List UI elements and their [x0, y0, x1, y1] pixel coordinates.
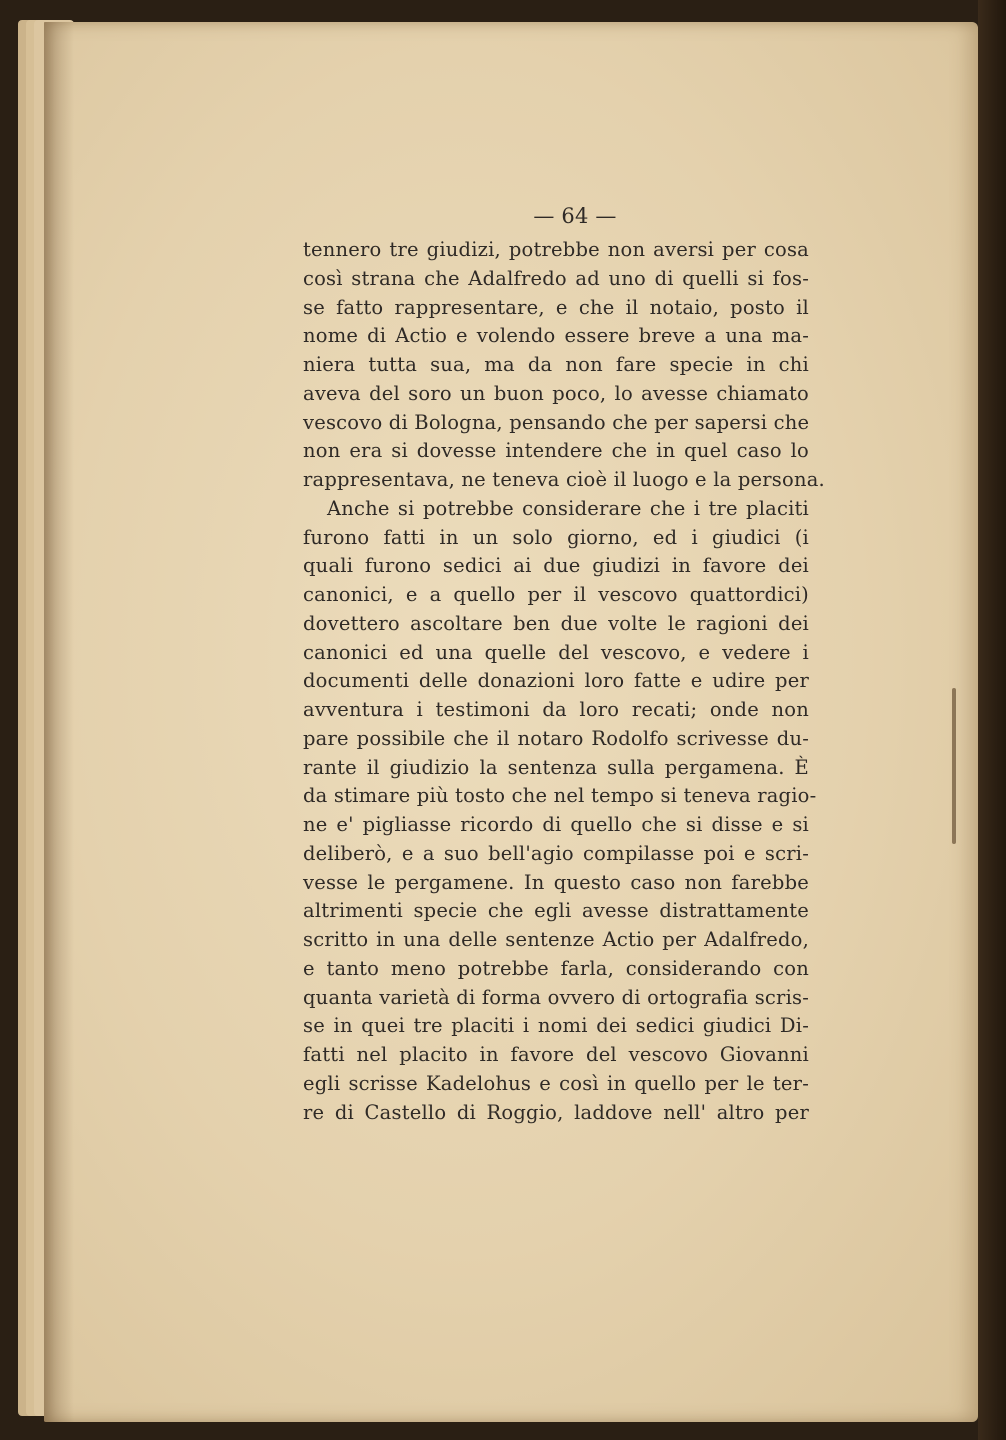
text-line: vesse le pergamene. In questo caso non farebbe [303, 870, 809, 894]
text-line: rappresentava, ne teneva cioè il luogo e la persona. [303, 468, 825, 491]
text-line: canonici ed una quelle del vescovo, e vedere i [303, 640, 809, 664]
text-line: deliberò, e a suo bell'agio compilasse poi e scri- [303, 841, 809, 865]
text-line: tennero tre giudizi, potrebbe non aversi per cosa [303, 238, 809, 261]
text-line: pare possibile che il notaro Rodolfo scrivesse du- [303, 726, 809, 750]
text-line: ne e' pigliasse ricordo di quello che si disse e si [303, 813, 809, 836]
text-line: egli scrisse Kadelohus e così in quello per le ter- [303, 1071, 809, 1095]
text-line: documenti delle donazioni loro fatte e udire per [303, 669, 809, 693]
text-line: fatti nel placito in favore del vescovo Giovanni [303, 1043, 809, 1066]
text-line: e tanto meno potrebbe farla, considerando con [303, 956, 809, 980]
text-line: aveva del soro un buon poco, lo avesse chiamato [303, 381, 809, 405]
text-line: se in quei tre placiti i nomi dei sedici giudici Di- [303, 1014, 809, 1038]
text-line: scritto in una delle sentenze Actio per Adalfredo, [303, 928, 809, 951]
text-line: quali furono sedici ai due giudizi in favore dei [303, 554, 809, 578]
text-line: dovettero ascoltare ben due volte le ragioni dei [303, 611, 809, 635]
text-line: altrimenti specie che egli avesse distrattamente [303, 899, 809, 923]
text-line: da stimare più tosto che nel tempo si teneva ragio- [303, 784, 817, 808]
text-line: avventura i testimoni da loro recati; onde non [303, 698, 809, 721]
text-line: non era si dovesse intendere che in quel caso lo [303, 439, 809, 463]
text-line: nome di Actio e volendo essere breve a una ma- [303, 324, 809, 348]
text-line: niera tutta sua, ma da non fare specie in chi [303, 353, 809, 376]
scan-background [978, 0, 1006, 1440]
page-number: — 64 — [533, 204, 617, 228]
text-line: così strana che Adalfredo ad uno di quelli si fos- [303, 266, 809, 290]
text-line: quanta varietà di forma ovvero di ortografia scris- [303, 985, 809, 1009]
text-line: re di Castello di Roggio, laddove nell' altro per [303, 1100, 809, 1124]
text-line: furono fatti in un solo giorno, ed i giudici (i [303, 525, 809, 549]
gutter-shadow [44, 22, 74, 1422]
page-text [303, 196, 825, 1127]
text-line: rante il giudizio la sentenza sulla pergamena. È [303, 755, 809, 779]
text-line: vescovo di Bologna, pensando che per sapersi che [303, 410, 810, 434]
page-edge-mark [952, 688, 956, 844]
text-line: se fatto rappresentare, e che il notaio, posto il [303, 295, 809, 319]
text-line: canonici, e a quello per il vescovo quattordici) [303, 583, 809, 606]
text-line: Anche si potrebbe considerare che i tre placiti [327, 496, 809, 520]
